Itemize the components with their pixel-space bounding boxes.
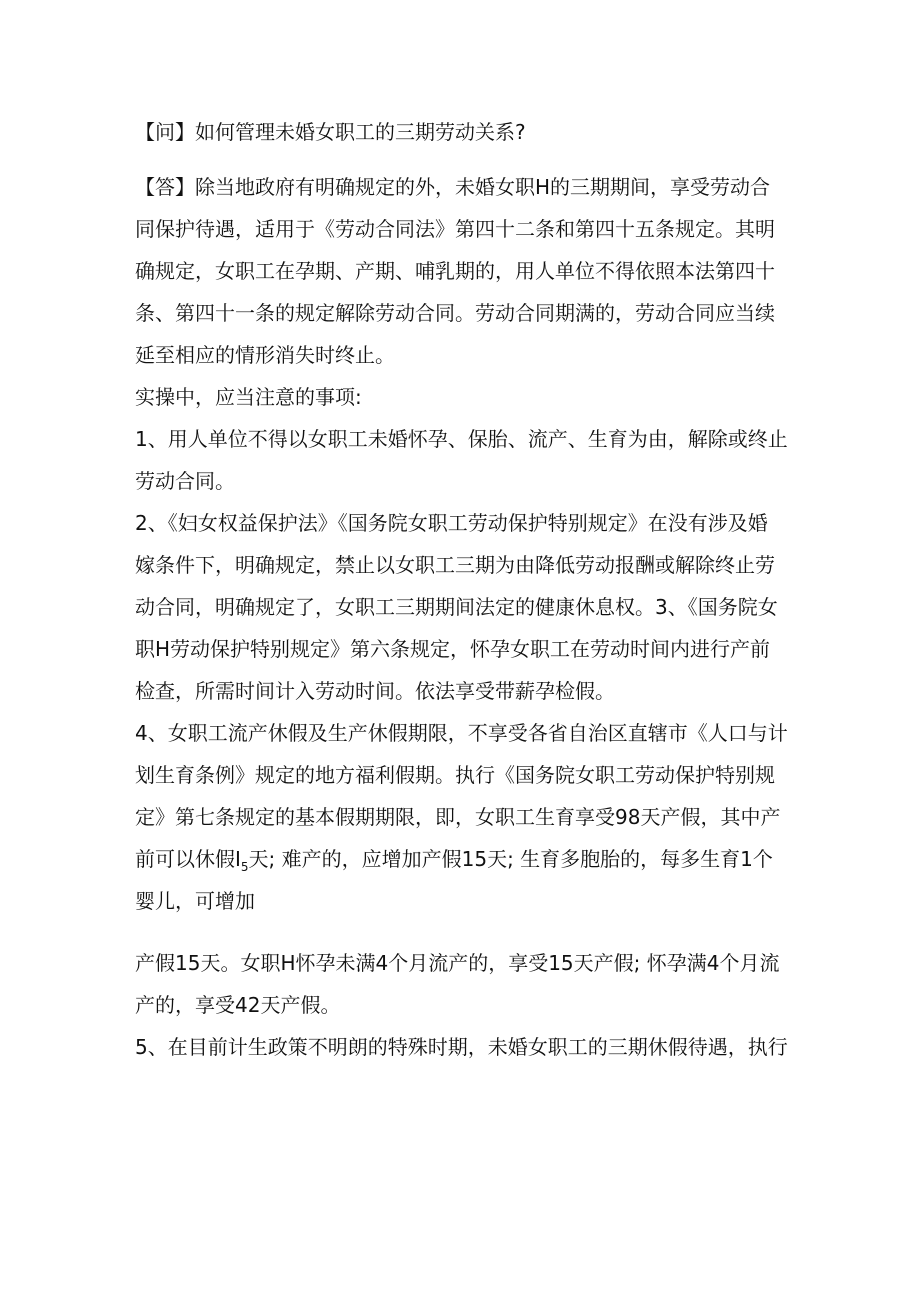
- answer-line-2: 同保护待遇，适用于《劳动合同法》第四十二条和第四十五条规定。其明: [135, 217, 775, 241]
- item4-line-5: 婴儿，可增加: [135, 889, 255, 913]
- item2-line-3: 动合同，明确规定了，女职工三期期间法定的健康休息权。3、《国务院女: [135, 595, 778, 619]
- item4-continued-line-2: 产的，享受42天产假。: [135, 993, 341, 1017]
- answer-line-4: 条、第四十一条的规定解除劳动合同。劳动合同期满的，劳动合同应当续: [135, 301, 775, 325]
- answer-line-5: 延至相应的情形消失时终止。: [135, 343, 395, 367]
- item2-line-2: 嫁条件下，明确规定，禁止以女职工三期为由降低劳动报酬或解除终止劳: [135, 553, 775, 577]
- item4-line-4: [135, 845, 795, 881]
- item4-line-1: 4、女职工流产休假及生产休假期限，不享受各省自治区直辖市《人口与计: [135, 721, 788, 745]
- answer-line-3: 确规定，女职工在孕期、产期、哺乳期的，用人单位不得依照本法第四十: [135, 259, 775, 283]
- practice-heading: 实操中，应当注意的事项:: [135, 385, 362, 409]
- item4-line-4-before: 前可以休假I: [135, 847, 241, 871]
- item4-line-2: 划生育条例》规定的地方福利假期。执行《国务院女职工劳动保护特别规: [135, 763, 775, 787]
- item4-line-4-subscript: 5: [240, 860, 249, 874]
- item2-line-4: 职H劳动保护特别规定》第六条规定，怀孕女职工在劳动时间内进行产前: [135, 637, 771, 661]
- item4-line-4-after: 天; 难产的，应增加产假15天; 生育多胞胎的，每多生育1个: [248, 847, 773, 871]
- item1-line-1: 1、用人单位不得以女职工未婚怀孕、保胎、流产、生育为由，解除或终止: [135, 427, 788, 451]
- item2-line-1: 2、《妇女权益保护法》《国务院女职工劳动保护特别规定》在没有涉及婚: [135, 511, 768, 535]
- item4-line-3: 定》第七条规定的基本假期期限，即，女职工生育享受98天产假，其中产: [135, 805, 781, 829]
- item5-line-1: 5、在目前计生政策不明朗的特殊时期，未婚女职工的三期休假待遇，执行: [135, 1035, 788, 1059]
- item1-line-2: 劳动合同。: [135, 469, 235, 493]
- item4-continued-line-1: 产假15天。女职H怀孕未满4个月流产的，享受15天产假; 怀孕满4个月流: [135, 951, 780, 975]
- question-line: 【问】如何管理未婚女职工的三期劳动关系?: [135, 120, 526, 144]
- answer-line-1: 【答】除当地政府有明确规定的外，未婚女职H的三期期间，享受劳动合: [135, 175, 771, 199]
- item2-line-5: 检查，所需时间计入劳动时间。依法享受带薪孕检假。: [135, 679, 615, 703]
